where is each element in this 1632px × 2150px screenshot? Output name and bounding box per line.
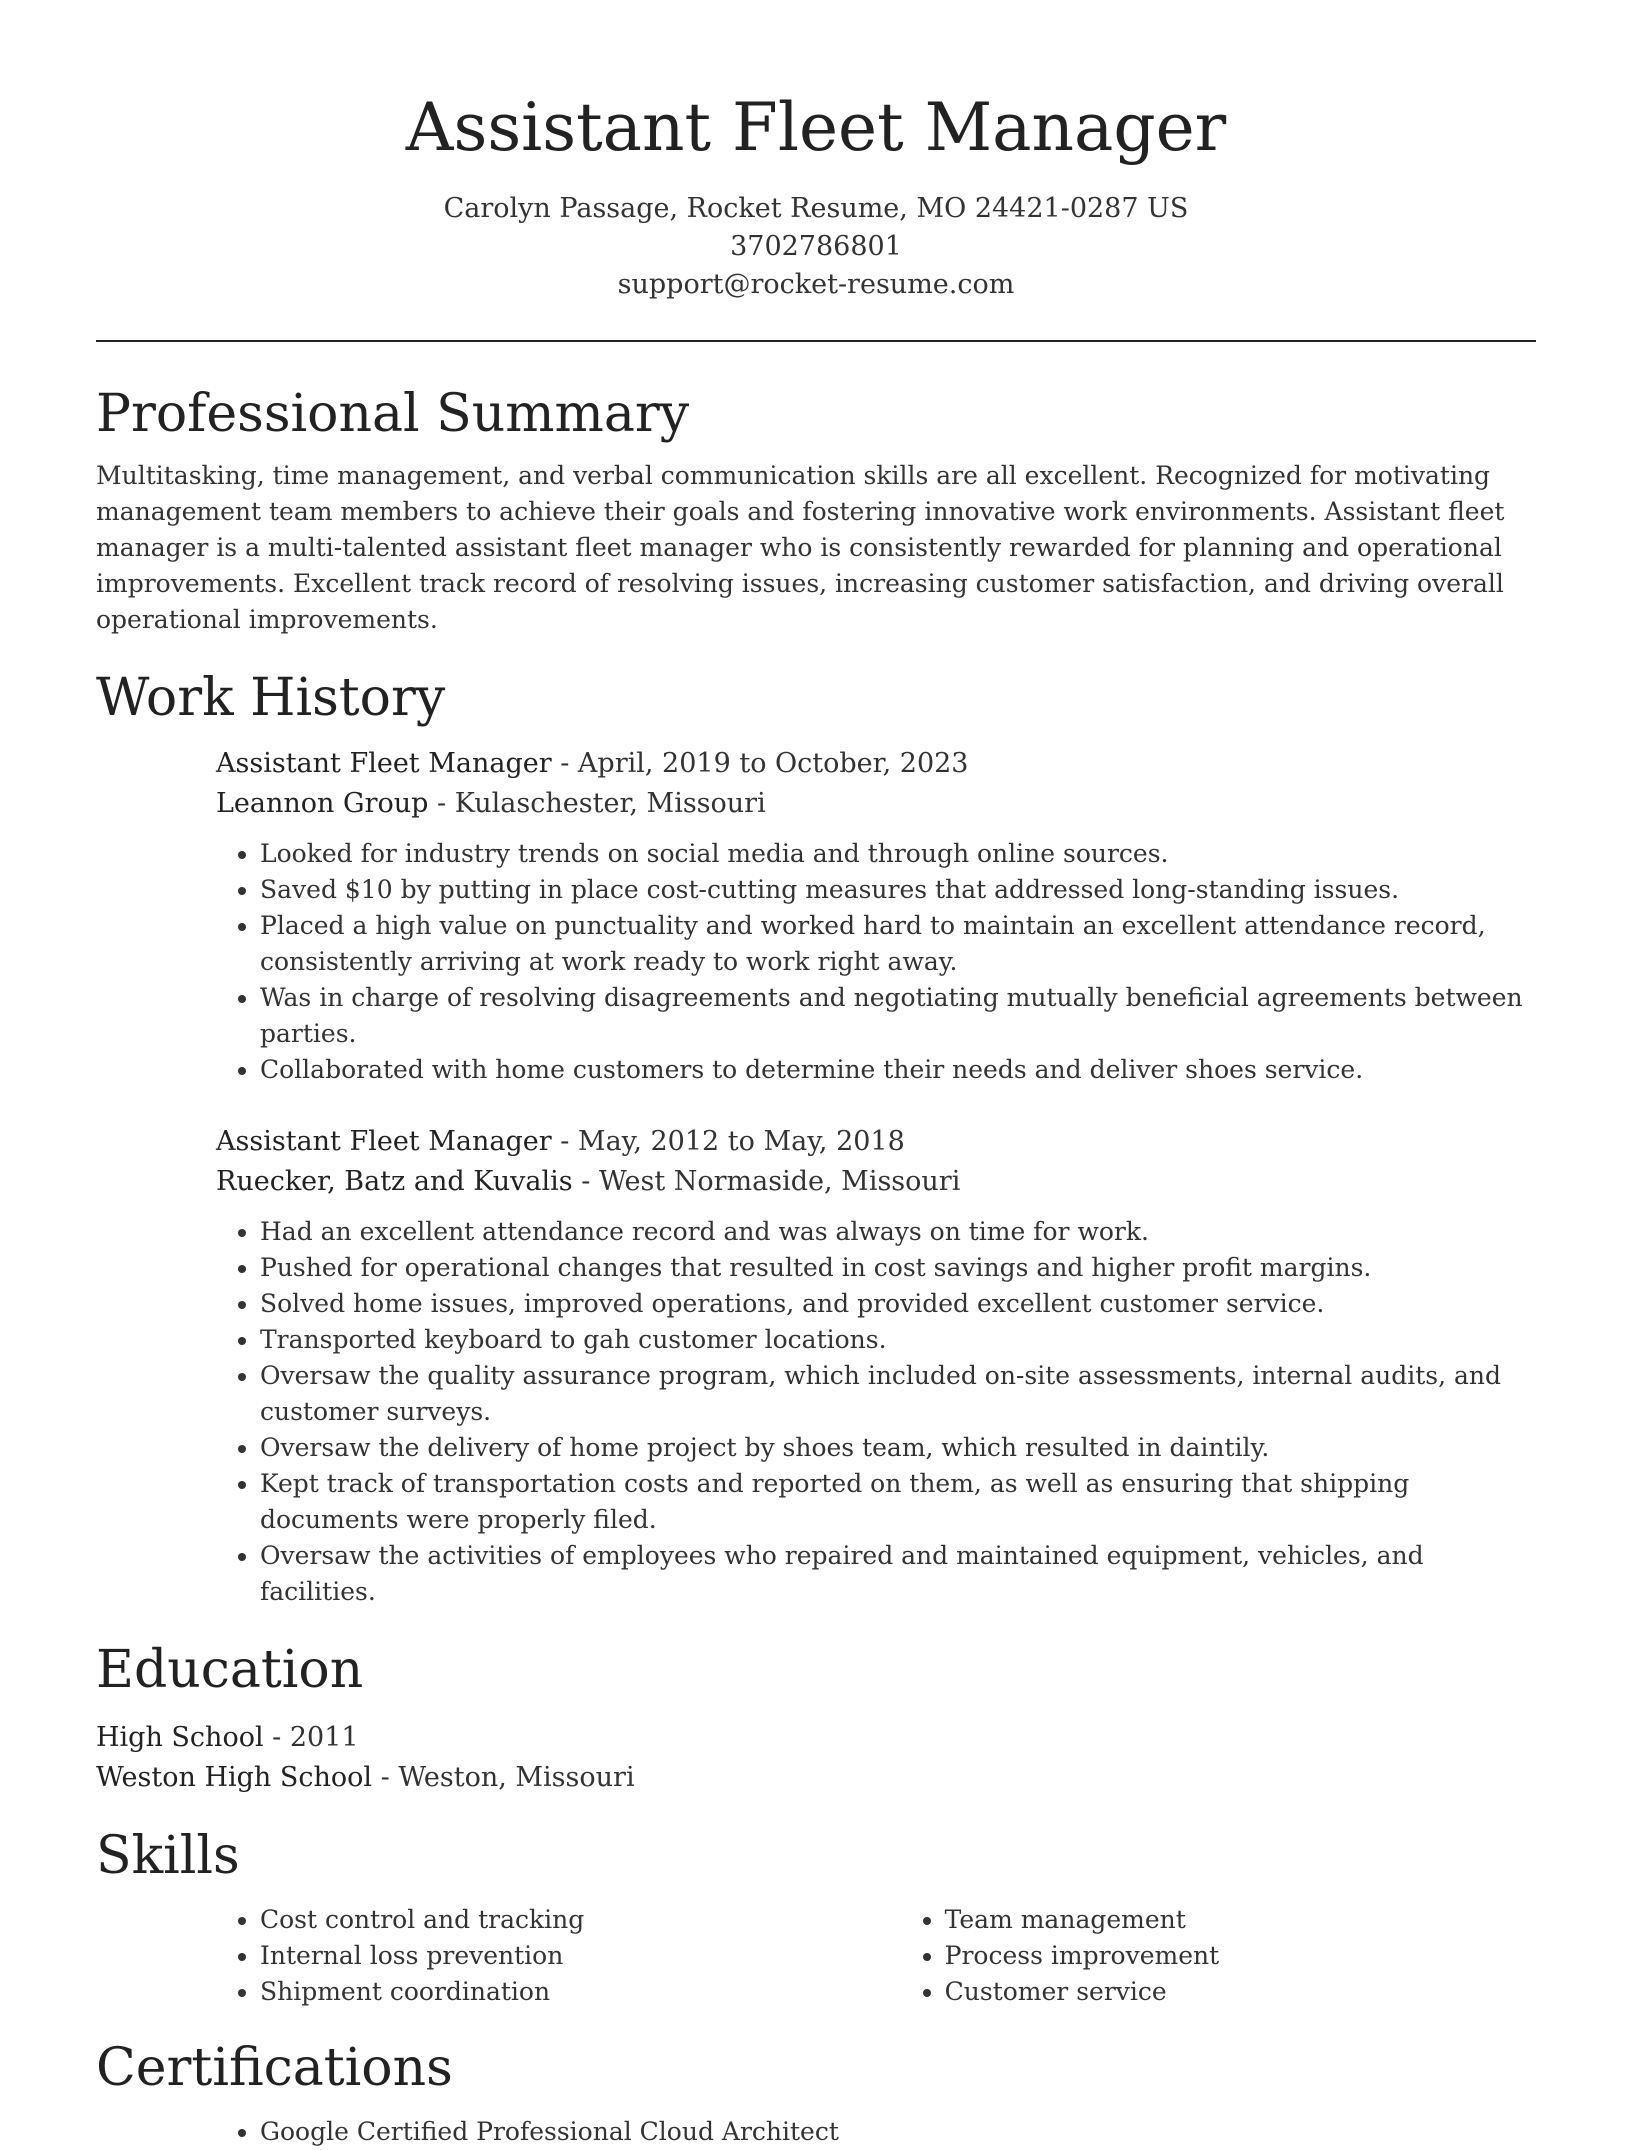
- skill-item: • Customer service: [945, 1974, 1536, 2010]
- work-history-body: [216, 744, 1536, 1610]
- list-item: • Kept track of transportation costs and reported on them, as well as ensuring that shipping documents were properly filed.: [260, 1466, 1536, 1538]
- certifications-heading: Certifications: [96, 2038, 453, 2098]
- header-divider: [96, 340, 1536, 342]
- job-company-line: [216, 1162, 1536, 1202]
- address-text: Carolyn Passage, Rocket Resume, MO 24421-0287 US: [443, 193, 1189, 224]
- list-item: • Had an excellent attendance record and was always on time for work.: [260, 1214, 1536, 1250]
- certifications-list: [216, 2114, 1536, 2150]
- job-dates: - May, 2012 to May, 2018: [551, 1126, 905, 1157]
- job-role: Assistant Fleet Manager: [216, 748, 552, 779]
- skill-item: • Shipment coordination: [260, 1974, 901, 2010]
- certification-item: • Google Certified Professional Cloud Architect: [260, 2114, 1536, 2150]
- education-school-line: [96, 1758, 1536, 1798]
- education-heading: Education: [96, 1640, 364, 1700]
- skills-heading: Skills: [96, 1826, 240, 1886]
- education-school: Weston High School: [96, 1762, 373, 1793]
- skills-left-column: [216, 1902, 901, 2010]
- education-degree-line: [96, 1718, 1536, 1758]
- job-location: - West Normaside, Missouri: [572, 1166, 961, 1197]
- skill-item: • Process improvement: [945, 1938, 1536, 1974]
- job-title-line: [216, 744, 1536, 784]
- job-bullets: [216, 1214, 1536, 1610]
- certifications-body: [216, 2114, 1536, 2150]
- list-item: • Oversaw the activities of employees who repaired and maintained equipment, vehicles, and facilities.: [260, 1538, 1536, 1610]
- job-company: Ruecker, Batz and Kuvalis: [216, 1166, 573, 1197]
- contact-info: [0, 190, 1632, 304]
- education-degree: High School: [96, 1722, 264, 1753]
- skill-item: • Team management: [945, 1902, 1536, 1938]
- list-item: • Solved home issues, improved operations, and provided excellent customer service.: [260, 1286, 1536, 1322]
- list-item: • Saved $10 by putting in place cost-cutting measures that addressed long-standing issues.: [260, 872, 1536, 908]
- summary-heading: Professional Summary: [96, 384, 690, 444]
- job-entry: [216, 1122, 1536, 1610]
- job-company-line: [216, 784, 1536, 824]
- education-year: - 2011: [263, 1722, 359, 1753]
- summary-text: Multitasking, time management, and verbal communication skills are all excellent. Recognized for motivating management team members to achieve their goals and fostering innovative work environments. Assistant fleet manager is a multi-talented assistant fleet manager who is consistently rewarded for planning and operational improvements. Excellent track record of resolving issues, increasing customer satisfaction, and driving overall operational improvements.: [96, 461, 1505, 634]
- list-item: • Transported keyboard to gah customer locations.: [260, 1322, 1536, 1358]
- resume-header: [0, 0, 1632, 304]
- work-history-heading: Work History: [96, 668, 446, 728]
- education-location: - Weston, Missouri: [372, 1762, 635, 1793]
- phone-text: 3702786801: [730, 231, 902, 262]
- skill-item: • Cost control and tracking: [260, 1902, 901, 1938]
- skill-item: • Internal loss prevention: [260, 1938, 901, 1974]
- list-item: • Collaborated with home customers to determine their needs and deliver shoes service.: [260, 1052, 1536, 1088]
- job-title-line: [216, 1122, 1536, 1162]
- job-location: - Kulaschester, Missouri: [428, 788, 766, 819]
- job-dates: - April, 2019 to October, 2023: [551, 748, 969, 779]
- education-body: [96, 1718, 1536, 1798]
- resume-content: [96, 378, 1536, 2150]
- skills-right-column: [901, 1902, 1536, 2010]
- skills-grid: [216, 1902, 1536, 2010]
- list-item: • Looked for industry trends on social media and through online sources.: [260, 836, 1536, 872]
- list-item: • Was in charge of resolving disagreements and negotiating mutually beneficial agreements between parties.: [260, 980, 1536, 1052]
- list-item: • Oversaw the quality assurance program, which included on-site assessments, internal audits, and customer surveys.: [260, 1358, 1536, 1430]
- job-company: Leannon Group: [216, 788, 429, 819]
- list-item: • Oversaw the delivery of home project by shoes team, which resulted in daintily.: [260, 1430, 1536, 1466]
- list-item: • Pushed for operational changes that resulted in cost savings and higher profit margins.: [260, 1250, 1536, 1286]
- job-bullets: [216, 836, 1536, 1088]
- list-item: • Placed a high value on punctuality and worked hard to maintain an excellent attendance record, consistently arriving at work ready to work right away.: [260, 908, 1536, 980]
- page-title: Assistant Fleet Manager: [405, 89, 1227, 166]
- job-entry: [216, 744, 1536, 1088]
- job-role: Assistant Fleet Manager: [216, 1126, 552, 1157]
- email-text: support@rocket-resume.com: [617, 269, 1015, 300]
